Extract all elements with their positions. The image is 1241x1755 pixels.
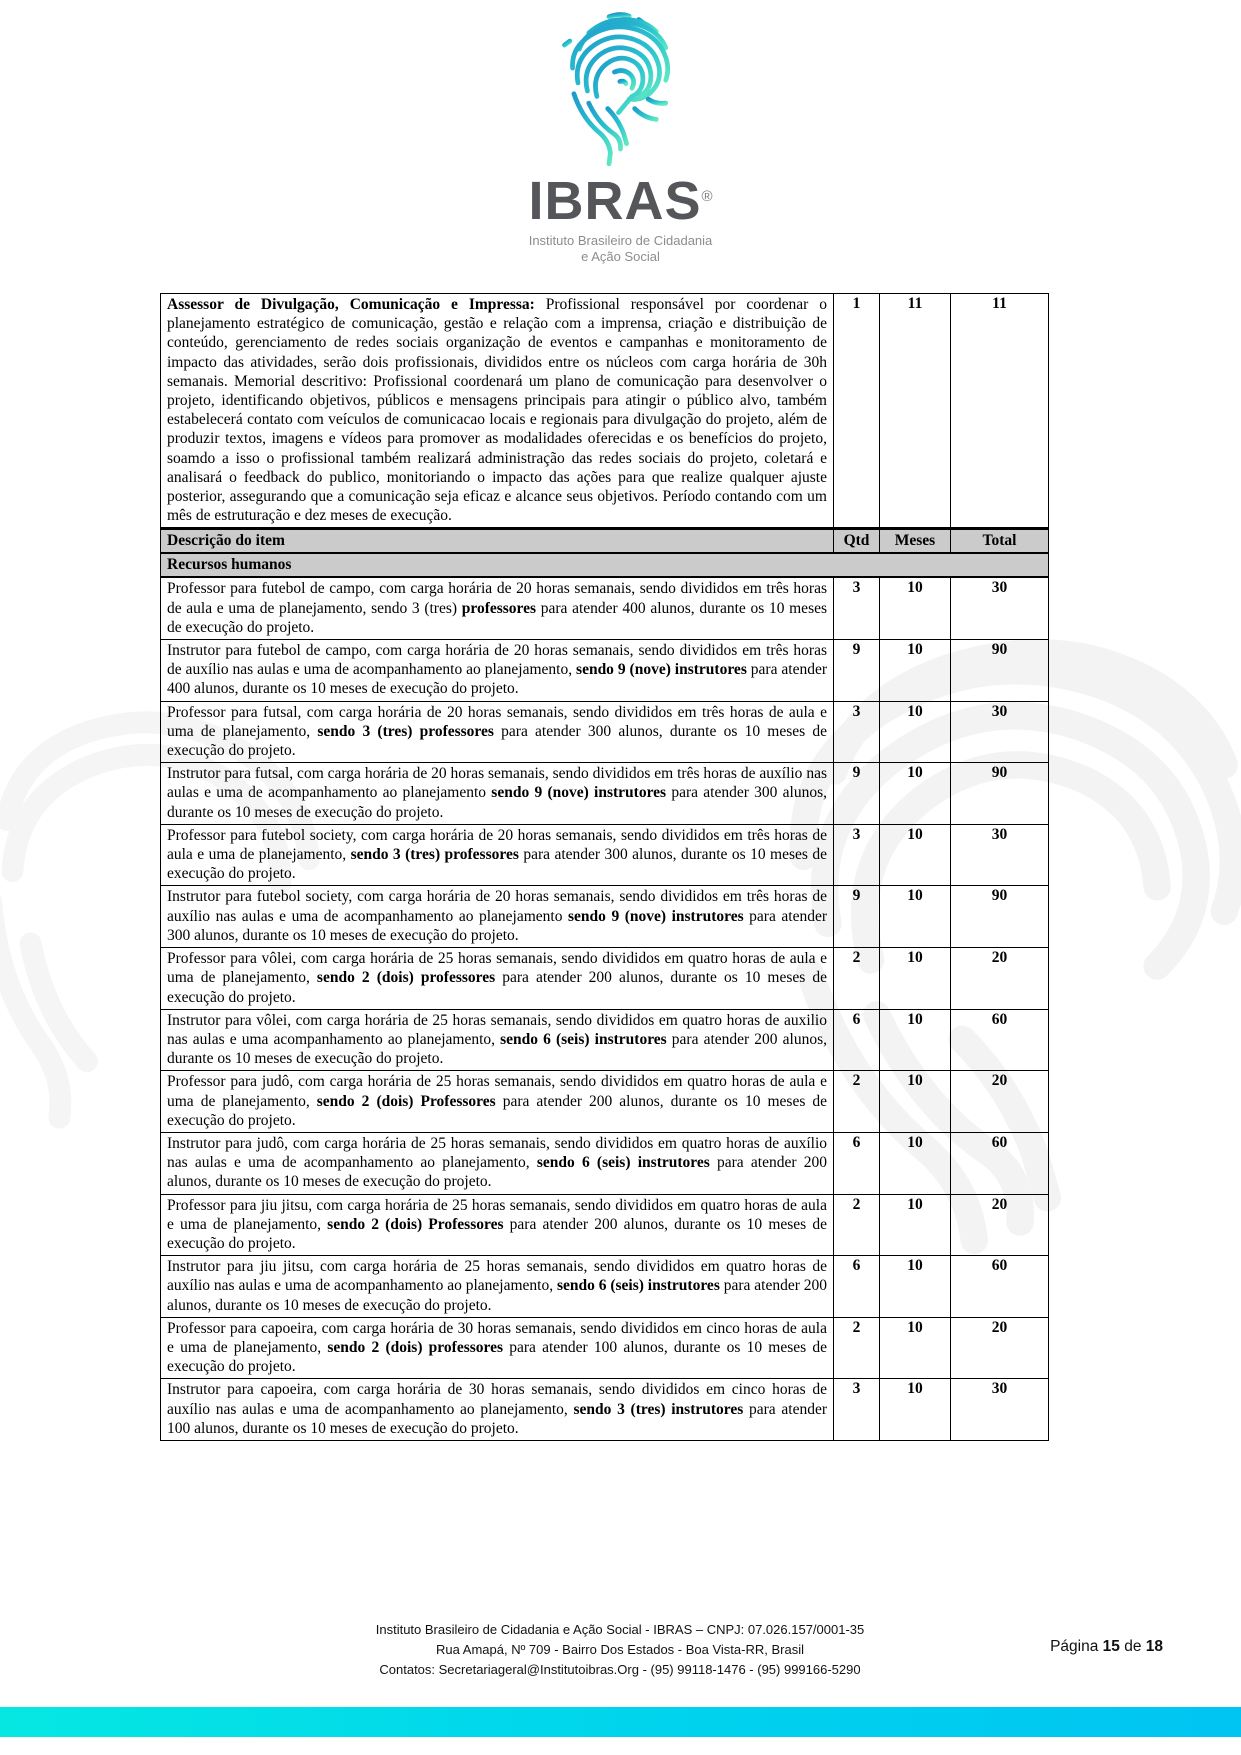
meses-cell: 10 bbox=[880, 1071, 951, 1133]
section-label: Recursos humanos bbox=[161, 553, 1049, 577]
item-description: Professor para judô, com carga horária de 25 horas semanais, sendo divididos em quatro horas de aula e uma de planejamento, sendo 2 (dois) Professores para atender 200 alunos, durante os 10 meses de execução do projeto. bbox=[161, 1071, 834, 1133]
table-row bbox=[161, 763, 1049, 825]
total-cell: 20 bbox=[951, 1194, 1049, 1256]
qtd-cell: 9 bbox=[834, 886, 880, 948]
table-row bbox=[161, 948, 1049, 1010]
total-cell: 90 bbox=[951, 763, 1049, 825]
meses-cell: 10 bbox=[880, 886, 951, 948]
table-row bbox=[161, 640, 1049, 702]
meses-cell: 10 bbox=[880, 824, 951, 886]
item-description: Instrutor para futebol de campo, com carga horária de 20 horas semanais, sendo divididos em três horas de auxílio nas aulas e uma de acompanhamento ao planejamento, sendo 9 (nove) instrutores para atender 400 alunos, durante os 10 meses de execução do projeto. bbox=[161, 640, 834, 702]
meses-cell: 10 bbox=[880, 1194, 951, 1256]
item-description: Professor para capoeira, com carga horária de 30 horas semanais, sendo divididos em cinco horas de aula e uma de planejamento, sendo 2 (dois) professores para atender 100 alunos, durante os 10 meses de execução do projeto. bbox=[161, 1317, 834, 1379]
item-description: Instrutor para vôlei, com carga horária de 25 horas semanais, sendo divididos em quatro horas de auxilio nas aulas e uma acompanhamento ao planejamento, sendo 6 (seis) instrutores para atender 200 alunos, durante os 10 meses de execução do projeto. bbox=[161, 1009, 834, 1071]
footer-line-institute: Instituto Brasileiro de Cidadania e Ação Social - IBRAS – CNPJ: 07.026.157/0001-35 bbox=[375, 1622, 865, 1637]
total-cell: 60 bbox=[951, 1256, 1049, 1318]
table-row bbox=[161, 294, 1049, 529]
meses-cell: 10 bbox=[880, 1256, 951, 1318]
total-cell: 90 bbox=[951, 886, 1049, 948]
item-description: Instrutor para futebol society, com carga horária de 20 horas semanais, sendo divididos em três horas de auxílio nas aulas e uma de acompanhamento ao planejamento sendo 9 (nove) instrutores para atender 300 alunos, durante os 10 meses de execução do projeto. bbox=[161, 886, 834, 948]
qtd-cell: 2 bbox=[834, 1194, 880, 1256]
meses-cell: 10 bbox=[880, 763, 951, 825]
page-number: Página 15 de 18 bbox=[1050, 1638, 1163, 1655]
item-description: Instrutor para jiu jitsu, com carga horária de 25 horas semanais, sendo divididos em quatro horas de auxílio nas aulas e uma de acompanhamento ao planejamento, sendo 6 (seis) instrutores para atender 200 alunos, durante os 10 meses de execução do projeto. bbox=[161, 1256, 834, 1318]
header-total: Total bbox=[951, 529, 1049, 554]
table-row bbox=[161, 1071, 1049, 1133]
item-description: Instrutor para judô, com carga horária de 25 horas semanais, sendo divididos em quatro horas de auxílio nas aulas e uma de acompanhamento ao planejamento, sendo 6 (seis) instrutores para atender 200 alunos, durante os 10 meses de execução do projeto. bbox=[161, 1132, 834, 1194]
total-cell: 30 bbox=[951, 824, 1049, 886]
section-row bbox=[161, 553, 1049, 577]
qtd-cell: 9 bbox=[834, 763, 880, 825]
header-meses: Meses bbox=[880, 529, 951, 554]
table-row bbox=[161, 1194, 1049, 1256]
meses-cell: 10 bbox=[880, 1132, 951, 1194]
logo-subtitle: Instituto Brasileiro de Cidadania e Ação Social bbox=[528, 233, 713, 264]
logo bbox=[0, 10, 1241, 265]
table-row bbox=[161, 577, 1049, 639]
meses-cell: 10 bbox=[880, 577, 951, 639]
meses-cell: 10 bbox=[880, 1379, 951, 1441]
qtd-cell: 2 bbox=[834, 1317, 880, 1379]
total-cell: 11 bbox=[951, 294, 1049, 529]
meses-cell: 10 bbox=[880, 948, 951, 1010]
qtd-cell: 2 bbox=[834, 1071, 880, 1133]
meses-cell: 11 bbox=[880, 294, 951, 529]
total-cell: 60 bbox=[951, 1132, 1049, 1194]
total-cell: 30 bbox=[951, 1379, 1049, 1441]
qtd-cell: 3 bbox=[834, 577, 880, 639]
meses-cell: 10 bbox=[880, 640, 951, 702]
total-cell: 30 bbox=[951, 701, 1049, 763]
qtd-cell: 3 bbox=[834, 824, 880, 886]
qtd-cell: 6 bbox=[834, 1256, 880, 1318]
item-description: Instrutor para capoeira, com carga horária de 30 horas semanais, sendo divididos em cinco horas de auxílio nas aulas e uma de acompanhamento ao planejamento, sendo 3 (tres) instrutores para atender 100 alunos, durante os 10 meses de execução do projeto. bbox=[161, 1379, 834, 1441]
budget-table bbox=[160, 293, 1049, 1441]
table-header-row bbox=[161, 529, 1049, 554]
header-qtd: Qtd bbox=[834, 529, 880, 554]
item-description: Professor para futsal, com carga horária de 20 horas semanais, sendo divididos em três horas de aula e uma de planejamento, sendo 3 (tres) professores para atender 300 alunos, durante os 10 meses de execução do projeto. bbox=[161, 701, 834, 763]
qtd-cell: 9 bbox=[834, 640, 880, 702]
total-cell: 20 bbox=[951, 1317, 1049, 1379]
footer-line-address: Rua Amapá, Nº 709 - Bairro Dos Estados - Boa Vista-RR, Brasil bbox=[436, 1642, 804, 1657]
footer-line-contacts: Contatos: Secretariageral@Institutoibras.Org - (95) 99118-1476 - (95) 999166-5290 bbox=[379, 1662, 861, 1677]
table-row bbox=[161, 1009, 1049, 1071]
table-row bbox=[161, 1132, 1049, 1194]
item-description: Assessor de Divulgação, Comunicação e Impressa: Profissional responsável por coordenar o planejamento estratégico de comunicação, gestão e relação com a imprensa, criação e distribuição de conteúdo, gerenciamento de redes sociais organização de eventos e campanhas e monitoramento de impacto das atividades, serão dois profissionais, divididos entre os núcleos com carga horária de 30h semanais. Memorial descritivo: Profissional coordenará um plano de comunicação para desenvolver o projeto, identificando objetivos, públicos e mensagens principais para atingir o público alvo, também estabelecerá contato com veículos de comunicacao locais e regionais para divulgação do projeto, além de produzir textos, imagens e vídeos para promover as modalidades oferecidas e os benefícios do projeto, soamdo a isso o profissional também realizará administração das redes sociais do projeto, coletará e analisará o feedback do publico, monitoriando o impacto das ações para que realize qualquer ajuste posterior, assegurando que a comunicação seja eficaz e alcance seus objetivos. Período contando com um mês de estruturação e dez meses de execução. bbox=[161, 294, 834, 529]
qtd-cell: 3 bbox=[834, 1379, 880, 1441]
item-description: Professor para futebol de campo, com carga horária de 20 horas semanais, sendo divididos em três horas de aula e uma de planejamento, sendo 3 (tres) professores para atender 400 alunos, durante os 10 meses de execução do projeto. bbox=[161, 577, 834, 639]
table-row bbox=[161, 824, 1049, 886]
brand-name: IBRAS® bbox=[528, 171, 713, 231]
item-description: Professor para jiu jitsu, com carga horária de 25 horas semanais, sendo divididos em quatro horas de aula e uma de planejamento, sendo 2 (dois) Professores para atender 200 alunos, durante os 10 meses de execução do projeto. bbox=[161, 1194, 834, 1256]
budget-table-body bbox=[161, 294, 1049, 1441]
total-cell: 30 bbox=[951, 577, 1049, 639]
qtd-cell: 1 bbox=[834, 294, 880, 529]
item-description: Professor para vôlei, com carga horária de 25 horas semanais, sendo divididos em quatro horas de aula e uma de planejamento, sendo 2 (dois) professores para atender 200 alunos, durante os 10 meses de execução do projeto. bbox=[161, 948, 834, 1010]
item-description: Instrutor para futsal, com carga horária de 20 horas semanais, sendo divididos em três horas de auxílio nas aulas e uma de acompanhamento ao planejamento sendo 9 (nove) instrutores para atender 300 alunos, durante os 10 meses de execução do projeto. bbox=[161, 763, 834, 825]
meses-cell: 10 bbox=[880, 1009, 951, 1071]
table-row bbox=[161, 1317, 1049, 1379]
meses-cell: 10 bbox=[880, 701, 951, 763]
total-cell: 90 bbox=[951, 640, 1049, 702]
qtd-cell: 6 bbox=[834, 1009, 880, 1071]
meses-cell: 10 bbox=[880, 1317, 951, 1379]
institute-contact-block bbox=[255, 1620, 985, 1680]
item-description: Professor para futebol society, com carga horária de 20 horas semanais, sendo divididos em três horas de aula e uma de planejamento, sendo 3 (tres) professores para atender 300 alunos, durante os 10 meses de execução do projeto. bbox=[161, 824, 834, 886]
table-row bbox=[161, 701, 1049, 763]
total-cell: 60 bbox=[951, 1009, 1049, 1071]
table-row bbox=[161, 886, 1049, 948]
fingerprint-brazil-logo-icon bbox=[528, 10, 713, 172]
qtd-cell: 3 bbox=[834, 701, 880, 763]
total-cell: 20 bbox=[951, 1071, 1049, 1133]
total-cell: 20 bbox=[951, 948, 1049, 1010]
table-row bbox=[161, 1256, 1049, 1318]
header-description: Descrição do item bbox=[161, 529, 834, 554]
qtd-cell: 6 bbox=[834, 1132, 880, 1194]
bottom-gradient-bar bbox=[0, 1707, 1241, 1737]
qtd-cell: 2 bbox=[834, 948, 880, 1010]
registered-trademark-icon: ® bbox=[701, 188, 713, 205]
table-row bbox=[161, 1379, 1049, 1441]
